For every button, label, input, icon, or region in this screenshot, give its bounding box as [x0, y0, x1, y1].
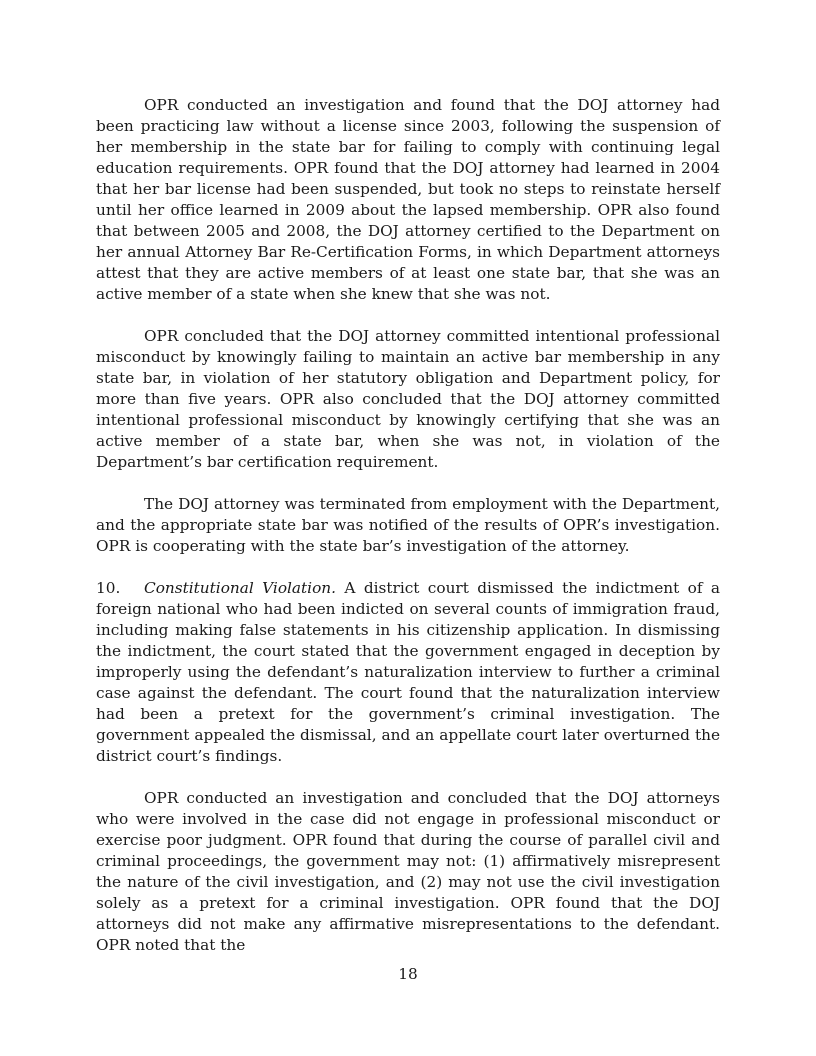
paragraph-opr-conclusion: OPR conducted an investigation and concluded that the DOJ attorneys who were involved in the case did not engage in professional misconduct or exercise poor judgment. OPR found that during the course of parallel civil and criminal proceedings, the government may not: (1) affirmatively misrepresent the nature of the civil investigation, and (2) may not use the civil investigation solely as a pretext for a criminal investigation. OPR found that the DOJ attorneys did not make any affirmative misrepresentations to the defendant. OPR noted that the [96, 789, 720, 954]
item-10-constitutional-violation [96, 578, 720, 767]
document-body [96, 95, 720, 977]
page-number: 18 [398, 965, 418, 983]
item-text: A district court dismissed the indictment of a foreign national who had been indicted on several counts of immigration fraud, including making false statements in his citizenship application. In dismissing the indictment, the court stated that the government engaged in deception by improperly using the defendant’s naturalization interview to further a criminal case against the defendant. The court found that the naturalization interview had been a pretext for the government’s criminal investigation. The government appealed the dismissal, and an appellate court later overturned the district court’s findings. [96, 579, 720, 765]
paragraph-termination: The DOJ attorney was terminated from employment with the Department, and the appropriate state bar was notified of the results of OPR’s investigation. OPR is cooperating with the state bar’s investigation of the attorney. [96, 495, 720, 555]
paragraph-misconduct-conclusion: OPR concluded that the DOJ attorney committed intentional professional misconduct by knowingly failing to maintain an active bar membership in any state bar, in violation of her statutory obligation and Department policy, for more than five years. OPR also concluded that the DOJ attorney committed intentional professional misconduct by knowingly certifying that she was an active member of a state bar, when she was not, in violation of the Department’s bar certification requirement. [96, 327, 720, 471]
item-number: 10. [96, 579, 121, 597]
paragraph-investigation-findings: OPR conducted an investigation and found that the DOJ attorney had been practicing law without a license since 2003, following the suspension of her membership in the state bar for failing to comply with continuing legal education requirements. OPR found that the DOJ attorney had learned in 2004 that her bar license had been suspended, but took no steps to reinstate herself until her office learned in 2009 about the lapsed membership. OPR also found that between 2005 and 2008, the DOJ attorney certified to the Department on her annual Attorney Bar Re-Certification Forms, in which Department attorneys attest that they are active members of at least one state bar, that she was an active member of a state when she knew that she was not. [96, 96, 720, 303]
item-title: Constitutional Violation. [144, 579, 337, 597]
